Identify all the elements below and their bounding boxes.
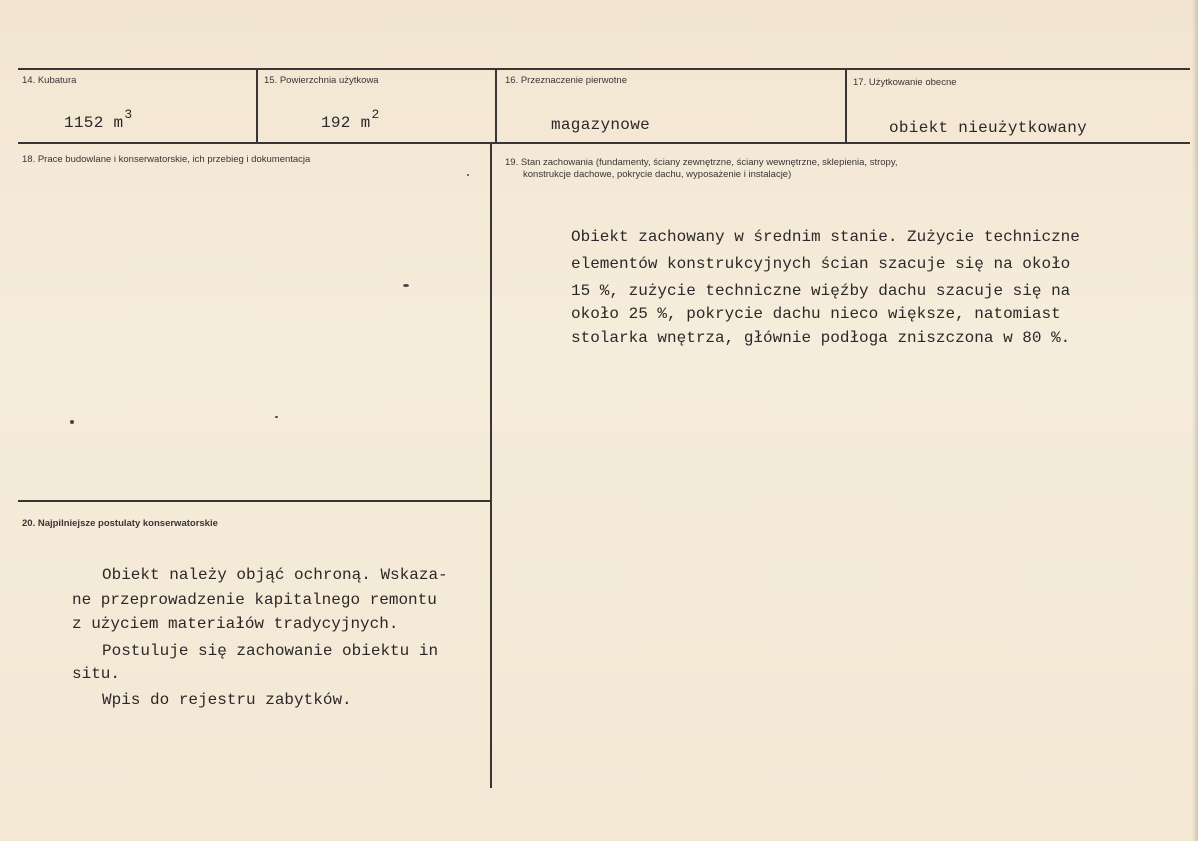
divider-14-15: [256, 68, 258, 143]
divider-15-16: [495, 68, 497, 143]
field-17-value: obiekt nieużytkowany: [889, 119, 1088, 137]
field-19-text-line-5: stolarka wnętrza, głównie podłoga zniszczona w 80 %.: [571, 329, 1071, 347]
field-20-text-line-4: Postuluje się zachowanie obiektu in: [102, 642, 439, 660]
field-19-label-line1: 19. Stan zachowania (fundamenty, ściany zewnętrzne, ściany wewnętrzne, sklepienia, stropy,: [505, 157, 898, 168]
paper-speck: [403, 284, 409, 287]
field-15-label: 15. Powierzchnia użytkowa: [264, 75, 379, 86]
section18-bottom-rule: [18, 500, 492, 502]
field-15-exponent: 2: [371, 107, 380, 122]
paper-speck: [275, 416, 278, 418]
paper-speck: [70, 420, 74, 424]
field-19-text-line-3: 15 %, zużycie techniczne więźby dachu szacuje się na: [571, 282, 1071, 300]
field-16-value: magazynowe: [551, 116, 651, 134]
paper-speck: [467, 174, 469, 176]
row1-bottom-rule: [18, 142, 1190, 144]
field-18-label: 18. Prace budowlane i konserwatorskie, ich przebieg i dokumentacja: [22, 154, 311, 165]
field-15-number: 192 m: [321, 114, 371, 132]
field-14-exponent: 3: [124, 107, 133, 122]
field-19-text-line-1: Obiekt zachowany w średnim stanie. Zużycie techniczne: [571, 228, 1080, 246]
field-19-label-line2: konstrukcje dachowe, pokrycie dachu, wyposażenie i instalacje): [523, 169, 792, 180]
main-vertical-divider: [490, 142, 492, 788]
field-14-label: 14. Kubatura: [22, 75, 77, 86]
field-16-label: 16. Przeznaczenie pierwotne: [505, 75, 627, 86]
field-17-label: 17. Użytkowanie obecne: [853, 77, 957, 88]
top-rule: [18, 68, 1190, 70]
field-19-text-line-4: około 25 %, pokrycie dachu nieco większe, natomiast: [571, 305, 1061, 323]
field-20-text-line-6: Wpis do rejestru zabytków.: [102, 691, 352, 709]
paper-edge: [1192, 0, 1198, 841]
field-15-value: [321, 107, 380, 132]
field-14-value: [64, 107, 133, 132]
field-19-text-line-2: elementów konstrukcyjnych ścian szacuje się na około: [571, 255, 1071, 273]
field-20-text-line-5: situ.: [72, 665, 121, 683]
field-20-text-line-2: ne przeprowadzenie kapitalnego remontu: [72, 591, 437, 609]
field-20-text-line-1: Obiekt należy objąć ochroną. Wskaza-: [102, 566, 448, 584]
field-14-number: 1152 m: [64, 114, 124, 132]
field-20-label: 20. Najpilniejsze postulaty konserwatorskie: [22, 518, 218, 529]
field-20-text-line-3: z użyciem materiałów tradycyjnych.: [72, 615, 399, 633]
divider-16-17: [845, 68, 847, 143]
